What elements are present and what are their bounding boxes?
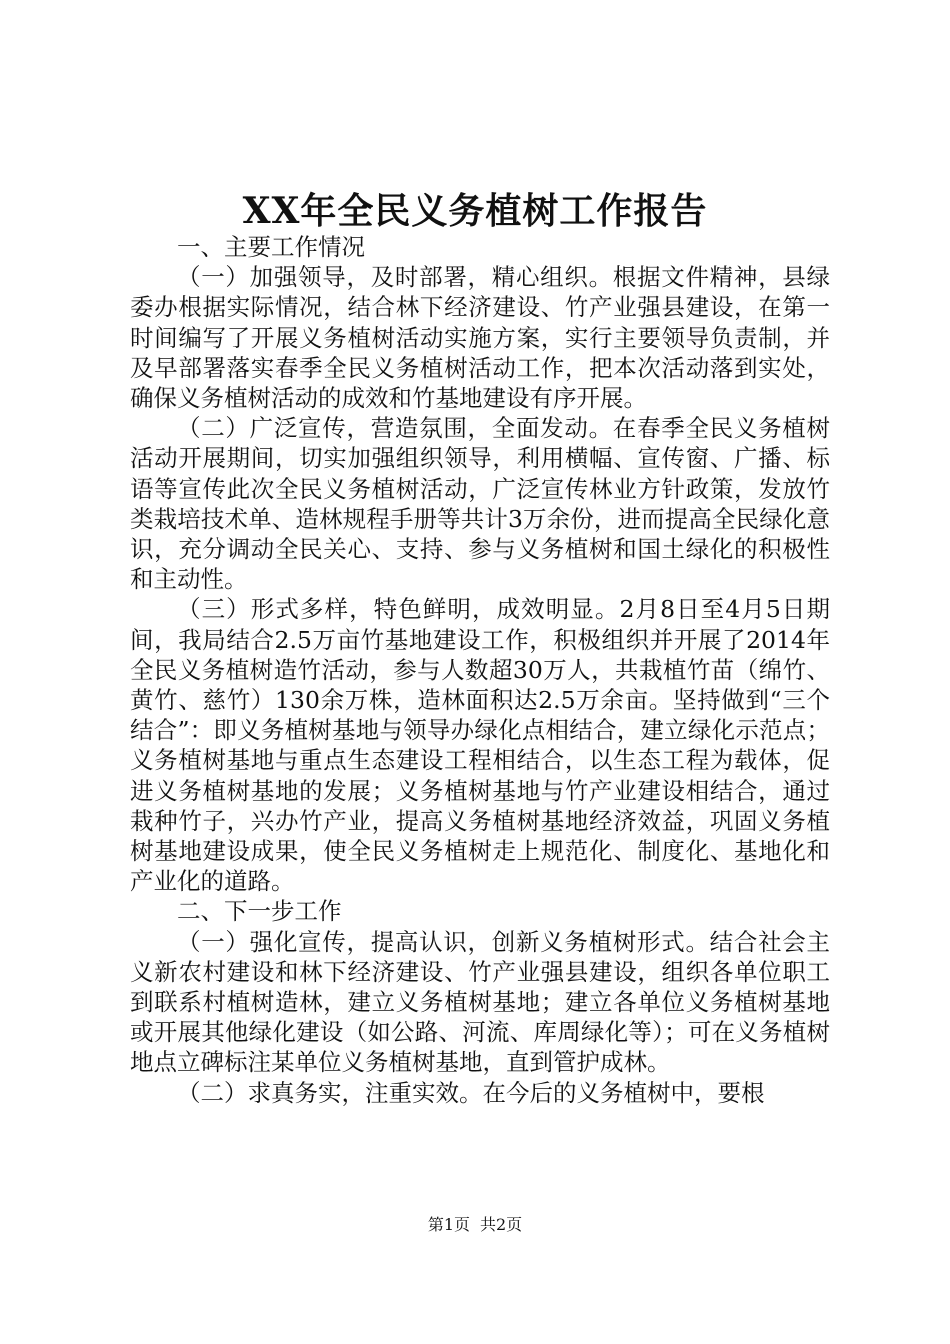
page-number: 第1页 — [427, 1215, 470, 1234]
paragraph-1-2: （二）广泛宣传，营造氛围，全面发动。在春季全民义务植树活动开展期间，切实加强组织领导，利用横幅、宣传窗、广播、标语等宣传此次全民义务植树活动，广泛宣传林业方针政策，发放竹类栽培技术单、造林规程手册等共计3万余份，进而提高全民绿化意识，充分调动全民关心、支持、参与义务植树和国土绿化的积极性和主动性。 — [130, 414, 830, 594]
paragraph-2-1: （一）强化宣传，提高认识，创新义务植树形式。结合社会主义新农村建设和林下经济建设、竹产业强县建设，组织各单位职工到联系村植树造林，建立义务植树基地；建立各单位义务植树基地或开展其他绿化建设（如公路、河流、库周绿化等）；可在义务植树地点立碑标注某单位义务植树基地，直到管护成林。 — [130, 927, 830, 1077]
page-total: 共2页 — [480, 1215, 523, 1234]
page-footer — [0, 1214, 950, 1236]
paragraph-2-2: （二）求真务实，注重实效。在今后的义务植树中，要根 — [177, 1078, 765, 1107]
paragraph-1-1: （一）加强领导，及时部署，精心组织。根据文件精神，县绿委办根据实际情况，结合林下经济建设、竹产业强县建设，在第一时间编写了开展义务植树活动实施方案，实行主要领导负责制，并及早部署落实春季全民义务植树活动工作，把本次活动落到实处，确保义务植树活动的成效和竹基地建设有序开展。 — [130, 263, 830, 413]
section-heading-2: 二、下一步工作 — [177, 897, 342, 926]
document-title: XX年全民义务植树工作报告 — [242, 190, 708, 232]
document-body — [130, 232, 830, 1108]
section-heading-1: 一、主要工作情况 — [177, 233, 365, 261]
paragraph-1-3: （三）形式多样，特色鲜明，成效明显。2月8日至4月5日期间，我局结合2.5万亩竹基地建设工作，积极组织并开展了2014年全民义务植树造竹活动，参与人数超30万人，共栽植竹苗（绵竹、黄竹、慈竹）130余万株，造林面积达2.5万余亩。坚持做到“三个结合”：即义务植树基地与领导办绿化点相结合，建立绿化示范点；义务植树基地与重点生态建设工程相结合，以生态工程为载体，促进义务植树基地的发展；义务植树基地与竹产业建设相结合，通过栽种竹子，兴办竹产业，提高义务植树基地经济效益，巩固义务植树基地建设成果，使全民义务植树走上规范化、制度化、基地化和产业化的道路。 — [130, 595, 830, 896]
